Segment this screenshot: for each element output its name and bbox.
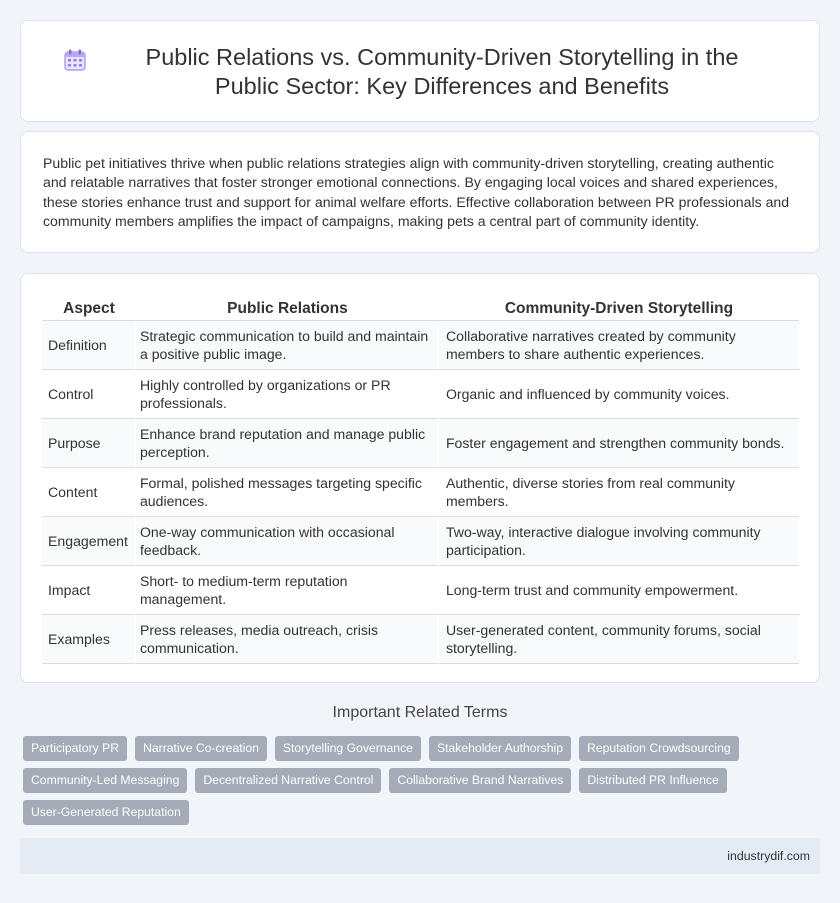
cell-aspect: Control [42, 370, 136, 419]
cell-public-relations: Formal, polished messages targeting specific audiences. [136, 468, 439, 517]
table-header-row [42, 294, 799, 321]
cell-aspect: Impact [42, 566, 136, 615]
cell-public-relations: Press releases, media outreach, crisis communication. [136, 615, 439, 664]
cell-community-storytelling: Foster engagement and strengthen community bonds. [439, 419, 799, 468]
cell-community-storytelling: Collaborative narratives created by community members to share authentic experiences. [439, 321, 799, 370]
table-row [42, 321, 799, 370]
header-public-relations: Public Relations [136, 294, 439, 321]
title-card [20, 20, 820, 122]
table-row [42, 419, 799, 468]
related-term-tag[interactable]: Community-Led Messaging [23, 768, 187, 793]
related-term-tag[interactable]: Distributed PR Influence [579, 768, 726, 793]
page-title-text: Public Relations vs. Community-Driven Storytelling in the Public Sector: Key Differences and Benefits [145, 44, 739, 99]
cell-aspect: Definition [42, 321, 136, 370]
related-term-tag[interactable]: Narrative Co-creation [135, 736, 267, 761]
cell-community-storytelling: Authentic, diverse stories from real community members. [439, 468, 799, 517]
intro-paragraph: Public pet initiatives thrive when public relations strategies align with community-driven storytelling, creating authentic and relatable narratives that foster stronger emotional connections. By engaging local voices and shared experiences, these stories enhance trust and support for animal welfare efforts. Effective collaboration between PR professionals and community members amplifies the impact of campaigns, making pets a central part of community identity. [43, 155, 790, 230]
related-term-tag[interactable]: Reputation Crowdsourcing [579, 736, 739, 761]
footer [20, 838, 820, 874]
cell-community-storytelling: Two-way, interactive dialogue involving community participation. [439, 517, 799, 566]
table-row [42, 517, 799, 566]
cell-public-relations: One-way communication with occasional feedback. [136, 517, 439, 566]
related-term-tag[interactable]: Decentralized Narrative Control [195, 768, 381, 793]
cell-public-relations: Highly controlled by organizations or PR professionals. [136, 370, 439, 419]
comparison-table-card [20, 273, 820, 683]
related-term-tag[interactable]: Storytelling Governance [275, 736, 421, 761]
intro-card [20, 131, 820, 253]
related-term-tag[interactable]: Participatory PR [23, 736, 127, 761]
related-terms-heading: Important Related Terms [332, 704, 508, 721]
page-title [21, 43, 819, 101]
header-community-storytelling: Community-Driven Storytelling [439, 294, 799, 321]
cell-aspect: Content [42, 468, 136, 517]
cell-aspect: Purpose [42, 419, 136, 468]
related-term-tag[interactable]: Collaborative Brand Narratives [389, 768, 571, 793]
comparison-table [42, 294, 799, 664]
table-row [42, 370, 799, 419]
table-row [42, 566, 799, 615]
cell-community-storytelling: Long-term trust and community empowerment. [439, 566, 799, 615]
header-aspect: Aspect [42, 294, 136, 321]
cell-community-storytelling: Organic and influenced by community voices. [439, 370, 799, 419]
table-row [42, 615, 799, 664]
cell-community-storytelling: User-generated content, community forums, social storytelling. [439, 615, 799, 664]
cell-public-relations: Short- to medium-term reputation management. [136, 566, 439, 615]
footer-site-link[interactable]: industrydif.com [727, 849, 810, 863]
related-term-tag[interactable]: User-Generated Reputation [23, 800, 189, 825]
related-terms-list [23, 736, 803, 832]
cell-public-relations: Strategic communication to build and maintain a positive public image. [136, 321, 439, 370]
cell-public-relations: Enhance brand reputation and manage public perception. [136, 419, 439, 468]
cell-aspect: Examples [42, 615, 136, 664]
cell-aspect: Engagement [42, 517, 136, 566]
table-row [42, 468, 799, 517]
related-term-tag[interactable]: Stakeholder Authorship [429, 736, 571, 761]
